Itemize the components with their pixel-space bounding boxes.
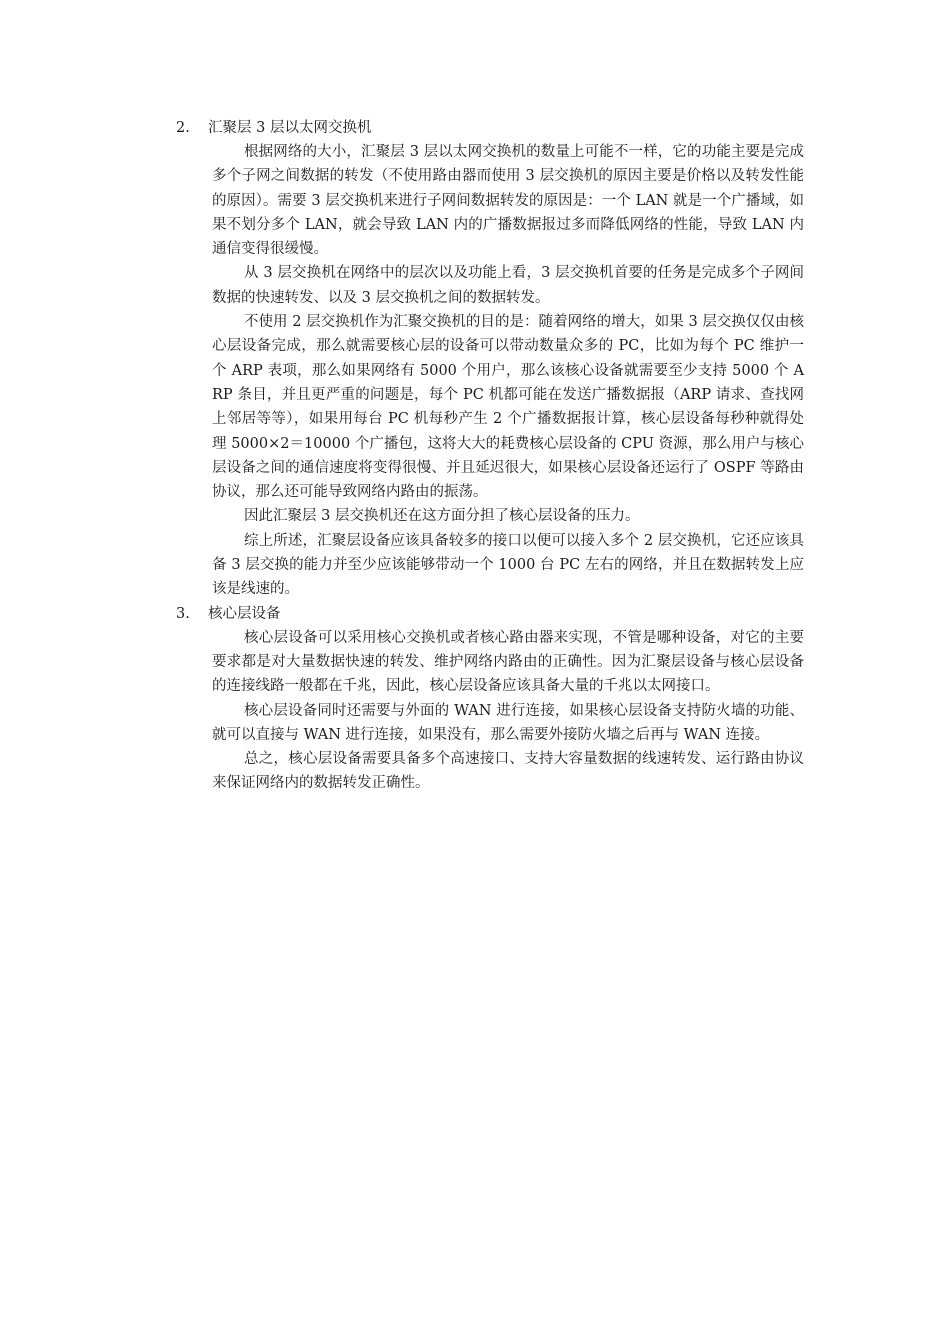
section-heading-3 <box>176 602 816 626</box>
paragraph: 总之，核心层设备需要具备多个高速接口、支持大容量数据的线速转发、运行路由协议来保证网络内的数据转发正确性。 <box>212 751 804 792</box>
section-number: 3. <box>176 605 190 622</box>
document-body <box>176 116 816 796</box>
paragraph: 不使用 2 层交换机作为汇聚交换机的目的是：随着网络的增大，如果 3 层交换仅仅由核心层设备完成，那么就需要核心层的设备可以带动数量众多的 PC，比如为每个 PC 维护一个 ARP 表项，那么如果网络有 5000 个用户，那么该核心设备就需要至少支持 5000 个 ARP 条目，并且更严重的问题是，每个 PC 机都可能在发送广播数据报（ARP 请求、查找网上邻居等等），如果用每台 PC 机每秒产生 2 个广播数据报计算，核心层设备每秒种就得处理 5000×2＝10000 个广播包，这将大大的耗费核心层设备的 CPU 资源，那么用户与核心层设备之间的通信速度将变得很慢、并且延迟很大，如果核心层设备还运行了 OSPF 等路由协议，那么还可能导致网络内路由的振荡。 <box>212 314 804 501</box>
paragraph: 综上所述，汇聚层设备应该具备较多的接口以便可以接入多个 2 层交换机，它还应该具备 3 层交换的能力并至少应该能够带动一个 1000 台 PC 左右的网络，并且在数据转发上应该是线速的。 <box>212 532 804 598</box>
section-title: 核心层设备 <box>208 605 281 622</box>
section-number: 2. <box>176 120 190 136</box>
paragraph: 因此汇聚层 3 层交换机还在这方面分担了核心层设备的压力。 <box>244 508 640 525</box>
paragraph: 核心层设备同时还需要与外面的 WAN 进行连接，如果核心层设备支持防火墙的功能、就可以直接与 WAN 进行连接，如果没有，那么需要外接防火墙之后再与 WAN 连接。 <box>212 702 804 743</box>
section-title: 汇聚层 3 层以太网交换机 <box>208 120 372 136</box>
paragraph: 从 3 层交换机在网络中的层次以及功能上看，3 层交换机首要的任务是完成多个子网间数据的快速转发、以及 3 层交换机之间的数据转发。 <box>212 265 804 306</box>
section-heading-2 <box>176 116 816 140</box>
paragraph: 核心层设备可以采用核心交换机或者核心路由器来实现，不管是哪种设备，对它的主要要求都是对大量数据快速的转发、维护网络内路由的正确性。因为汇聚层设备与核心层设备的连接线路一般都在千兆，因此，核心层设备应该具备大量的千兆以太网接口。 <box>212 629 804 695</box>
paragraph: 根据网络的大小，汇聚层 3 层以太网交换机的数量上可能不一样，它的功能主要是完成多个子网之间数据的转发（不使用路由器而使用 3 层交换机的原因主要是价格以及转发性能的原因）。需要 3 层交换机来进行子网间数据转发的原因是：一个 LAN 就是一个广播域，如果不划分多个 LAN，就会导致 LAN 内的广播数据报过多而降低网络的性能，导致 LAN 内通信变得很缓慢。 <box>212 144 804 258</box>
